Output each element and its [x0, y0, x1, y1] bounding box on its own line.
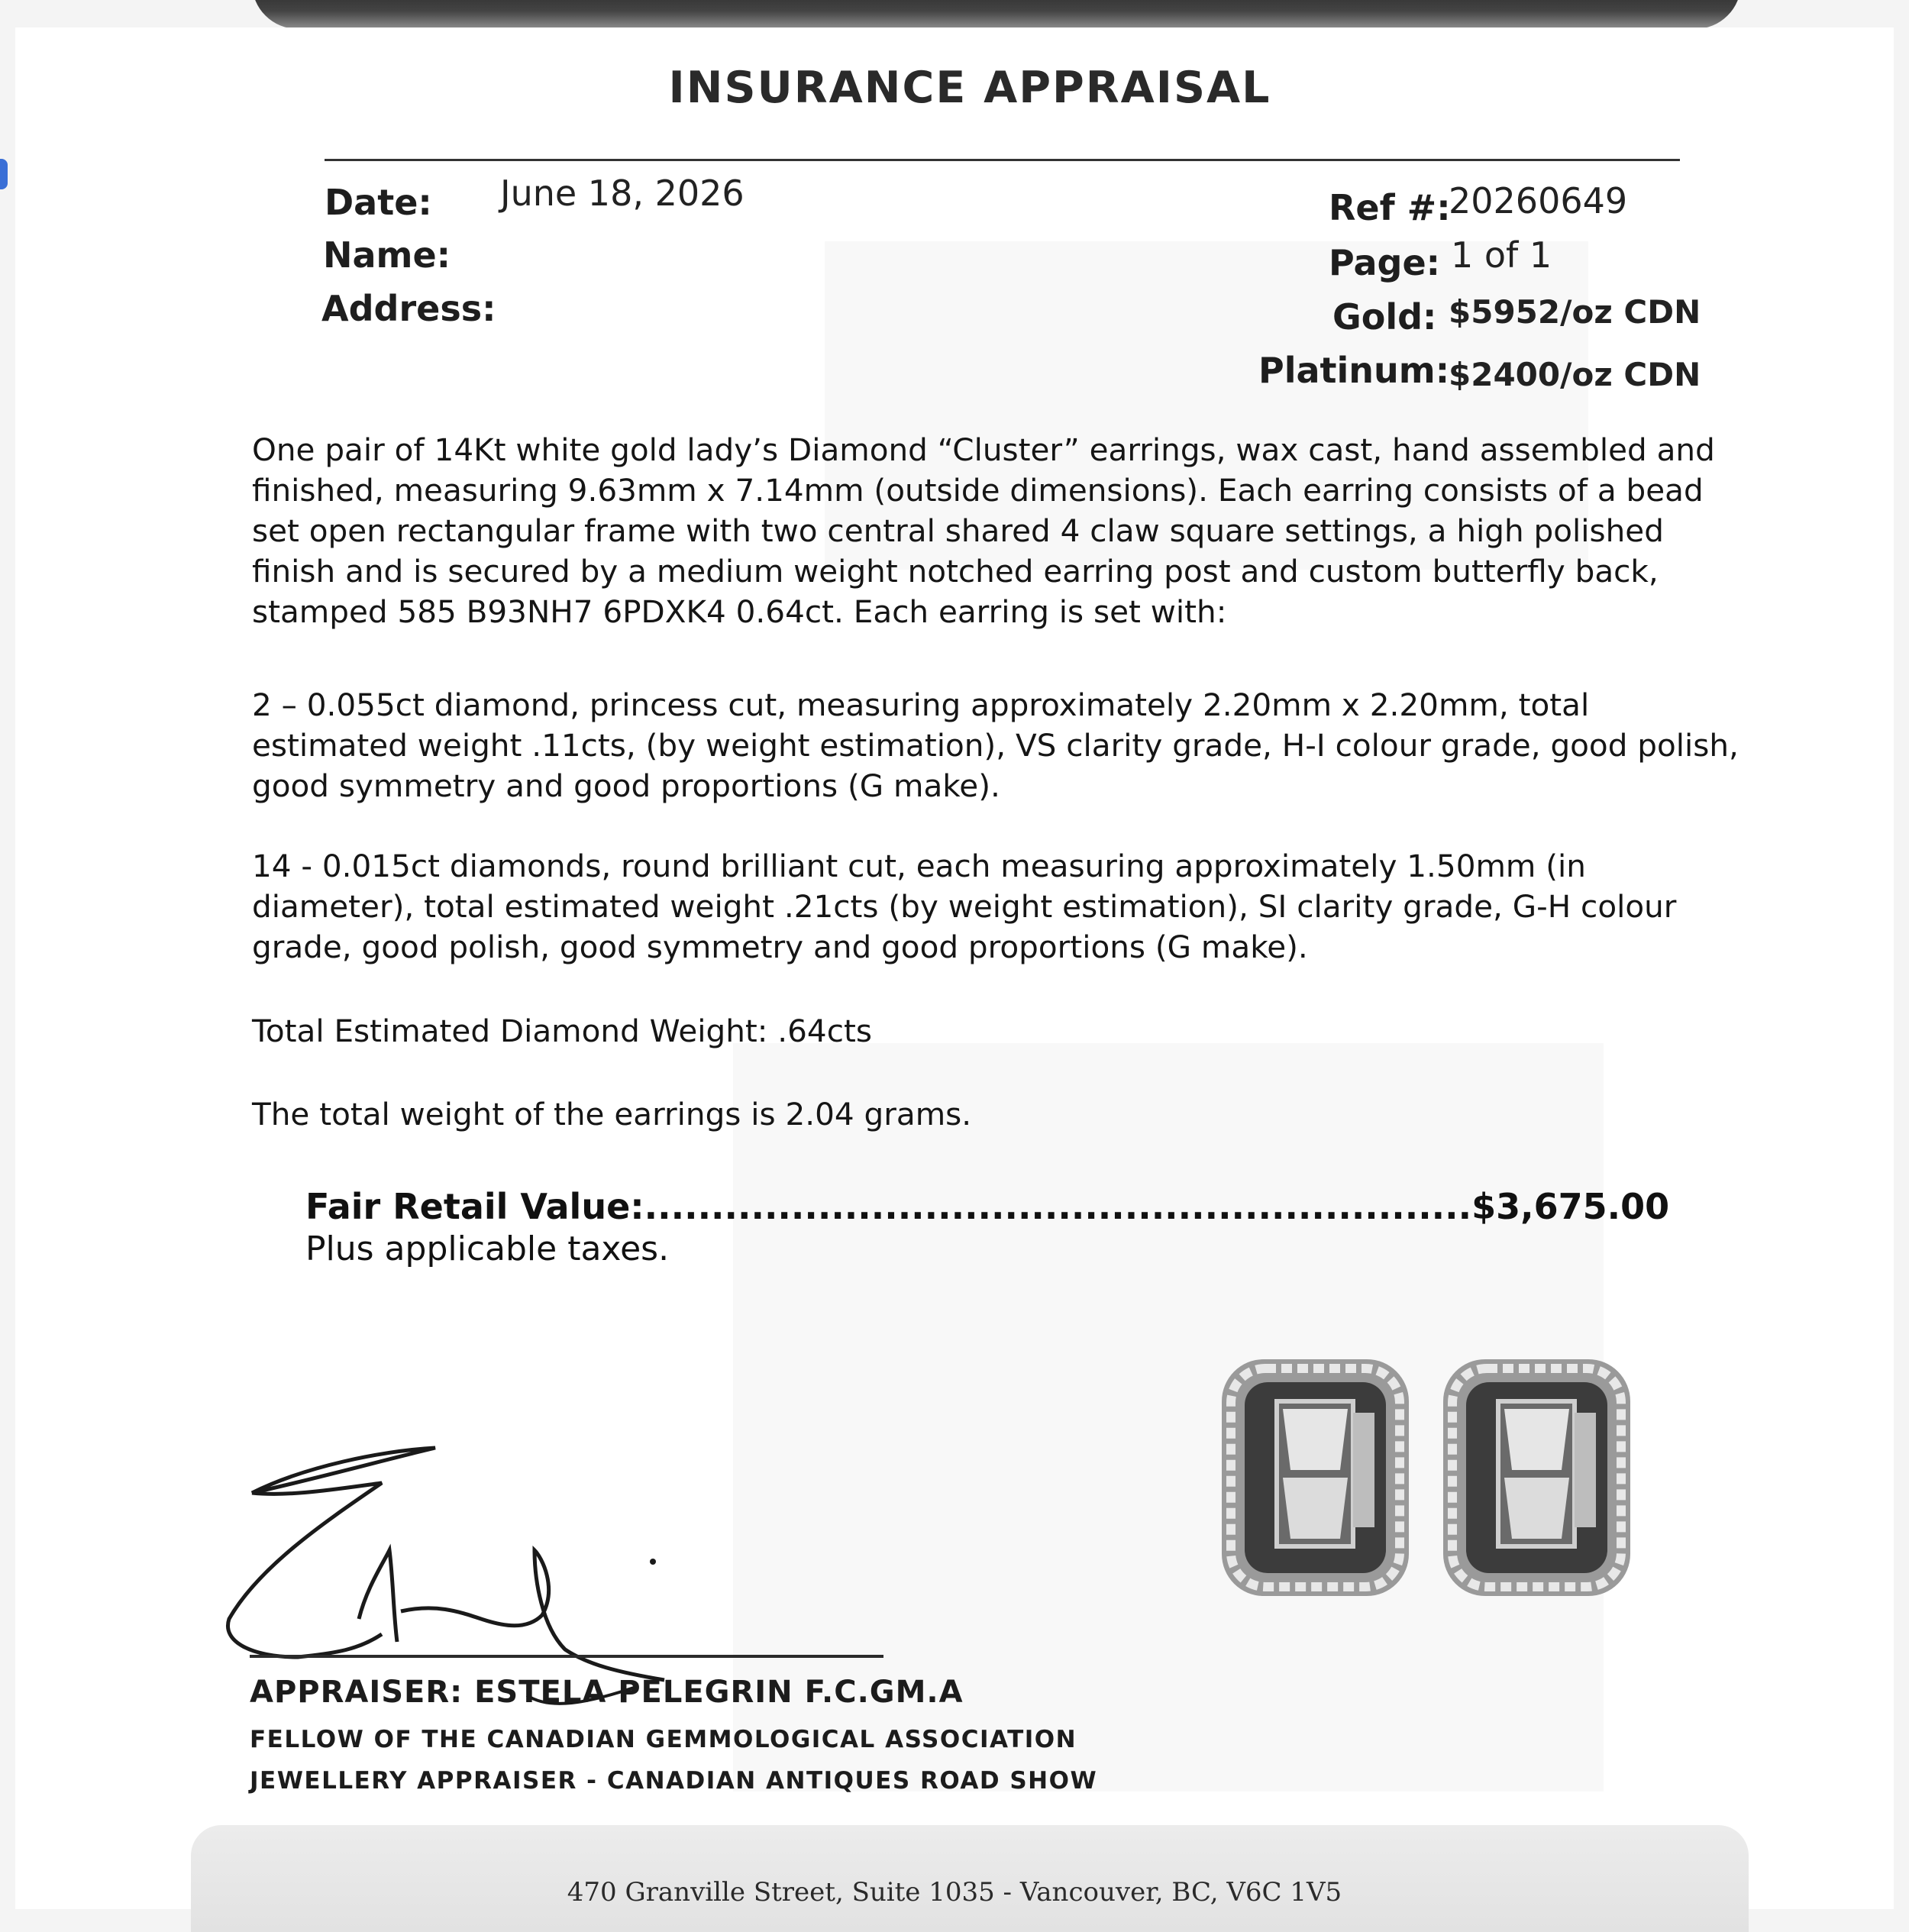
title-rule [325, 159, 1680, 161]
binder-shadow [252, 0, 1741, 29]
taxes-note: Plus applicable taxes. [305, 1229, 670, 1268]
total-diamond-weight: Total Estimated Diamond Weight: .64cts [252, 1013, 872, 1049]
page-value: 1 of 1 [1451, 234, 1552, 276]
signature-line [250, 1655, 883, 1658]
fair-retail-value-amount: $3,675.00 [1471, 1186, 1670, 1227]
left-earring [1222, 1359, 1409, 1596]
gold-label: Gold: [1332, 296, 1437, 338]
address-label: Address: [321, 288, 496, 329]
page-label: Page: [1329, 242, 1441, 283]
total-gram-weight: The total weight of the earrings is 2.04 grams. [252, 1096, 972, 1132]
document-title: INSURANCE APPRAISAL [668, 63, 1271, 113]
item-description: One pair of 14Kt white gold lady’s Diamond “Cluster” earrings, wax cast, hand assembled and finished, measuring 9.63mm x 7.14mm (outside dimensions). Each earring consists of a bead set open rectangular frame with two central shared 4 claw square settings, a high polished finish and is secured by a medium weight notched earring post and custom butterfly back, stamped 585 B93NH7 6PDXK4 0.64ct. Each earring is set with: [252, 431, 1715, 630]
business-address: 470 Granville Street, Suite 1035 - Vancouver, BC, V6C 1V5 [567, 1877, 1342, 1908]
stone-description-2: 14 - 0.015ct diamonds, round brilliant cut, each measuring approximately 1.50mm (in diameter), total estimated weight .21cts (by weight estimation), SI clarity grade, G-H colour grade, good polish, good symmetry and good proportions (G make). [252, 848, 1677, 965]
date-label: Date: [325, 182, 432, 223]
platinum-value: $2400/oz CDN [1449, 356, 1701, 393]
appraiser-signature [206, 1436, 695, 1711]
earrings-photo [1214, 1352, 1642, 1611]
background-glint [0, 159, 8, 189]
appraiser-name: APPRAISER: ESTELA PELEGRIN F.C.GM.A [250, 1675, 964, 1710]
fair-retail-value-line [305, 1186, 1669, 1227]
ref-value: 20260649 [1449, 180, 1628, 221]
stone-description-1: 2 – 0.055ct diamond, princess cut, measuring approximately 2.20mm x 2.20mm, total estimated weight .11cts, (by weight estimation), VS clarity grade, H-I colour grade, good polish, good symmetry and good proportions (G make). [252, 687, 1739, 804]
name-label: Name: [323, 234, 451, 276]
leader-dots: .............................................................. [644, 1186, 1472, 1227]
ref-label: Ref #: [1329, 187, 1451, 228]
date-value: June 18, 2026 [500, 173, 745, 214]
appraiser-credential-2: JEWELLERY APPRAISER - CANADIAN ANTIQUES ROAD SHOW [250, 1767, 1098, 1795]
platinum-label: Platinum: [1258, 350, 1450, 391]
appraiser-credential-1: FELLOW OF THE CANADIAN GEMMOLOGICAL ASSOCIATION [250, 1726, 1077, 1753]
right-earring [1443, 1359, 1630, 1596]
gold-value: $5952/oz CDN [1449, 293, 1701, 331]
fair-retail-value-label: Fair Retail Value: [305, 1186, 644, 1227]
